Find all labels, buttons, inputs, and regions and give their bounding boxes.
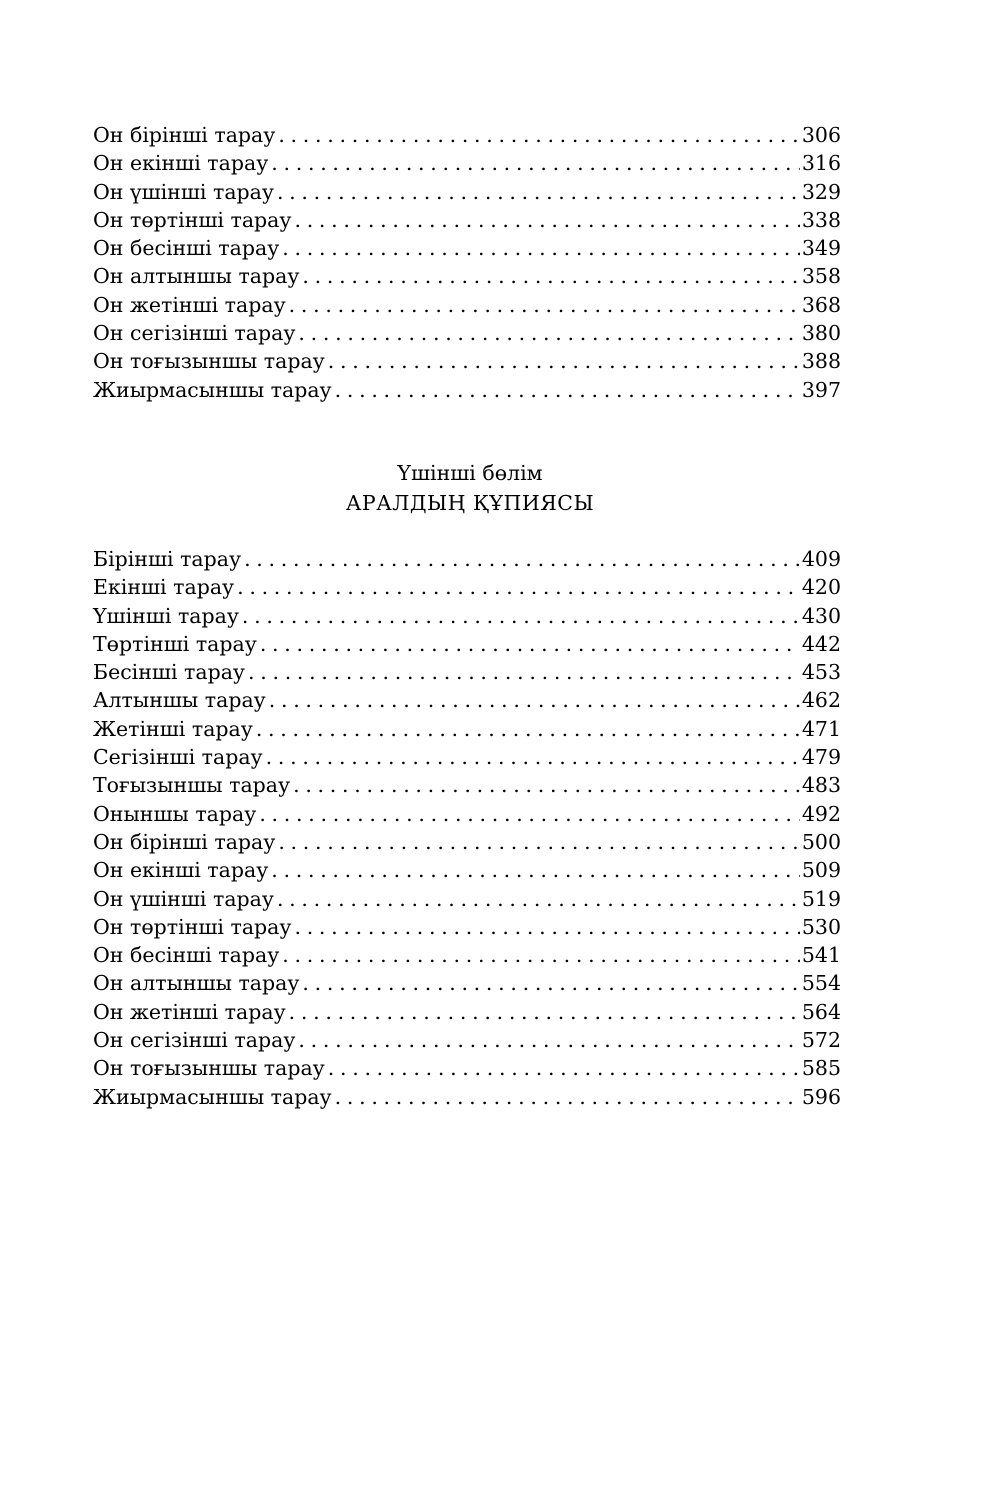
toc-entry-page: 596 (801, 1084, 841, 1109)
toc-entry-page: 380 (801, 321, 841, 346)
toc-entry (93, 291, 841, 319)
toc-entry-title: Он үшінші тарау (93, 179, 274, 204)
toc-entry-title: Он сегізінші тарау (93, 321, 296, 346)
toc-entry (93, 913, 841, 941)
toc-entry (93, 856, 841, 884)
toc-dot-leader (328, 347, 800, 375)
toc-entry (93, 121, 841, 149)
toc-dot-leader (335, 376, 800, 404)
toc-entry (93, 206, 841, 234)
toc-dot-leader (289, 291, 800, 319)
toc-entry (93, 347, 841, 375)
toc-entry (93, 573, 841, 601)
toc-entry (93, 885, 841, 913)
toc-entry-title: Он бесінші тарау (93, 943, 280, 968)
toc-dot-leader (271, 149, 800, 177)
toc-dot-leader (277, 178, 800, 206)
toc-dot-leader (271, 856, 800, 884)
part-title: АРАЛДЫҢ ҚҰПИЯСЫ (345, 491, 595, 515)
part-label: Үшінші бөлім (397, 461, 543, 485)
toc-entry (93, 234, 841, 262)
toc-dot-leader (302, 262, 799, 290)
toc-entry-title: Бесінші тарау (93, 660, 245, 685)
toc-entry-title: Он алтыншы тарау (93, 264, 300, 289)
toc-entry-title: Төртінші тарау (93, 631, 257, 656)
toc-entry-page: 492 (801, 801, 841, 826)
toc-entry (93, 1054, 841, 1082)
toc-entry-title: Он алтыншы тарау (93, 971, 300, 996)
toc-entry (93, 1083, 841, 1111)
toc-entry-page: 329 (801, 179, 841, 204)
toc-dot-leader (335, 1083, 800, 1111)
toc-entry-page: 471 (801, 716, 841, 741)
toc-dot-leader (282, 941, 800, 969)
toc-entry (93, 998, 841, 1026)
toc-entry (93, 262, 841, 290)
toc-entry-title: Он үшінші тарау (93, 886, 274, 911)
toc-entry (93, 771, 841, 799)
toc-dot-leader (294, 206, 799, 234)
toc-entry-title: Жиырмасыншы тарау (93, 1084, 332, 1109)
toc-entry (93, 941, 841, 969)
toc-entry-page: 430 (801, 603, 841, 628)
toc-dot-leader (256, 715, 800, 743)
toc-entry-title: Оныншы тарау (93, 801, 257, 826)
toc-entry-page: 368 (801, 292, 841, 317)
toc-dot-leader (298, 319, 799, 347)
toc-entry-page: 519 (801, 886, 841, 911)
toc-entry-page: 358 (801, 264, 841, 289)
toc-entry-title: Он екінші тарау (93, 151, 269, 176)
toc-entry-title: Он бірінші тарау (93, 123, 276, 147)
toc-entry-page: 338 (801, 207, 841, 232)
toc-entry-page: 462 (801, 688, 841, 713)
toc-entry-page: 397 (801, 377, 841, 402)
toc-entry-page: 509 (801, 858, 841, 883)
toc-entry (93, 149, 841, 177)
toc-entry-page: 306 (801, 123, 841, 147)
toc-dot-leader (302, 969, 799, 997)
toc-entry (93, 686, 841, 714)
toc-entry-title: Сегізінші тарау (93, 745, 263, 770)
toc-entry-title: Алтыншы тарау (93, 688, 266, 713)
toc-entry-title: Жиырмасыншы тарау (93, 377, 332, 402)
toc-entry-title: Он жетінші тарау (93, 999, 286, 1024)
toc-dot-leader (259, 800, 800, 828)
toc-entry-title: Бірінші тарау (93, 547, 242, 571)
toc-entry-page: 349 (801, 236, 841, 261)
toc-dot-leader (277, 885, 800, 913)
toc-entry-title: Үшінші тарау (93, 603, 239, 628)
toc-entry (93, 658, 841, 686)
toc-dot-leader (294, 913, 799, 941)
toc-entry (93, 319, 841, 347)
toc-entry-title: Он төртінші тарау (93, 207, 292, 232)
toc-entry (93, 743, 841, 771)
toc-dot-leader (282, 234, 800, 262)
toc-entry-page: 554 (801, 971, 841, 996)
toc-entry-title: Жетінші тарау (93, 716, 253, 741)
toc-entry-page: 409 (801, 547, 841, 571)
toc-dot-leader (278, 828, 800, 856)
toc-entry-page: 479 (801, 745, 841, 770)
toc-dot-leader (260, 630, 800, 658)
toc-entry (93, 545, 841, 573)
toc-entry (93, 715, 841, 743)
toc-dot-leader (266, 743, 800, 771)
toc-entry-page: 316 (801, 151, 841, 176)
toc-entry-page: 420 (801, 575, 841, 600)
toc-entry (93, 376, 841, 404)
toc-list-top (93, 121, 841, 404)
toc-dot-leader (242, 602, 800, 630)
toc-dot-leader (328, 1054, 800, 1082)
toc-dot-leader (244, 545, 800, 573)
toc-dot-leader (237, 573, 800, 601)
toc-entry (93, 800, 841, 828)
toc-entry (93, 602, 841, 630)
toc-entry-page: 483 (801, 773, 841, 798)
toc-entry (93, 969, 841, 997)
toc-entry-title: Он бірінші тарау (93, 829, 276, 854)
toc-entry-page: 453 (801, 660, 841, 685)
toc-dot-leader (248, 658, 800, 686)
toc-dot-leader (289, 998, 800, 1026)
toc-entry-title: Он жетінші тарау (93, 292, 286, 317)
toc-entry-page: 541 (801, 943, 841, 968)
toc-entry (93, 1026, 841, 1054)
toc-entry-title: Он бесінші тарау (93, 236, 280, 261)
toc-entry-page: 564 (801, 999, 841, 1024)
toc-entry-title: Он екінші тарау (93, 858, 269, 883)
toc-entry-title: Он сегізінші тарау (93, 1028, 296, 1053)
toc-entry (93, 828, 841, 856)
toc-entry-title: Он тоғызыншы тарау (93, 349, 325, 374)
toc-entry-title: Екінші тарау (93, 575, 235, 600)
toc-entry-title: Он төртінші тарау (93, 914, 292, 939)
toc-entry-page: 500 (801, 829, 841, 854)
toc-dot-leader (293, 771, 800, 799)
toc-entry (93, 630, 841, 658)
toc-entry-title: Он тоғызыншы тарау (93, 1056, 325, 1081)
toc-dot-leader (278, 121, 800, 149)
toc-entry-page: 388 (801, 349, 841, 374)
toc-entry-title: Тоғызыншы тарау (93, 773, 291, 798)
toc-entry-page: 530 (801, 914, 841, 939)
toc-entry-page: 442 (801, 631, 841, 656)
toc-list-bottom (93, 545, 841, 1111)
toc-entry-page: 585 (801, 1056, 841, 1081)
toc-dot-leader (298, 1026, 799, 1054)
toc-entry (93, 178, 841, 206)
toc-dot-leader (269, 686, 800, 714)
toc-entry-page: 572 (801, 1028, 841, 1053)
